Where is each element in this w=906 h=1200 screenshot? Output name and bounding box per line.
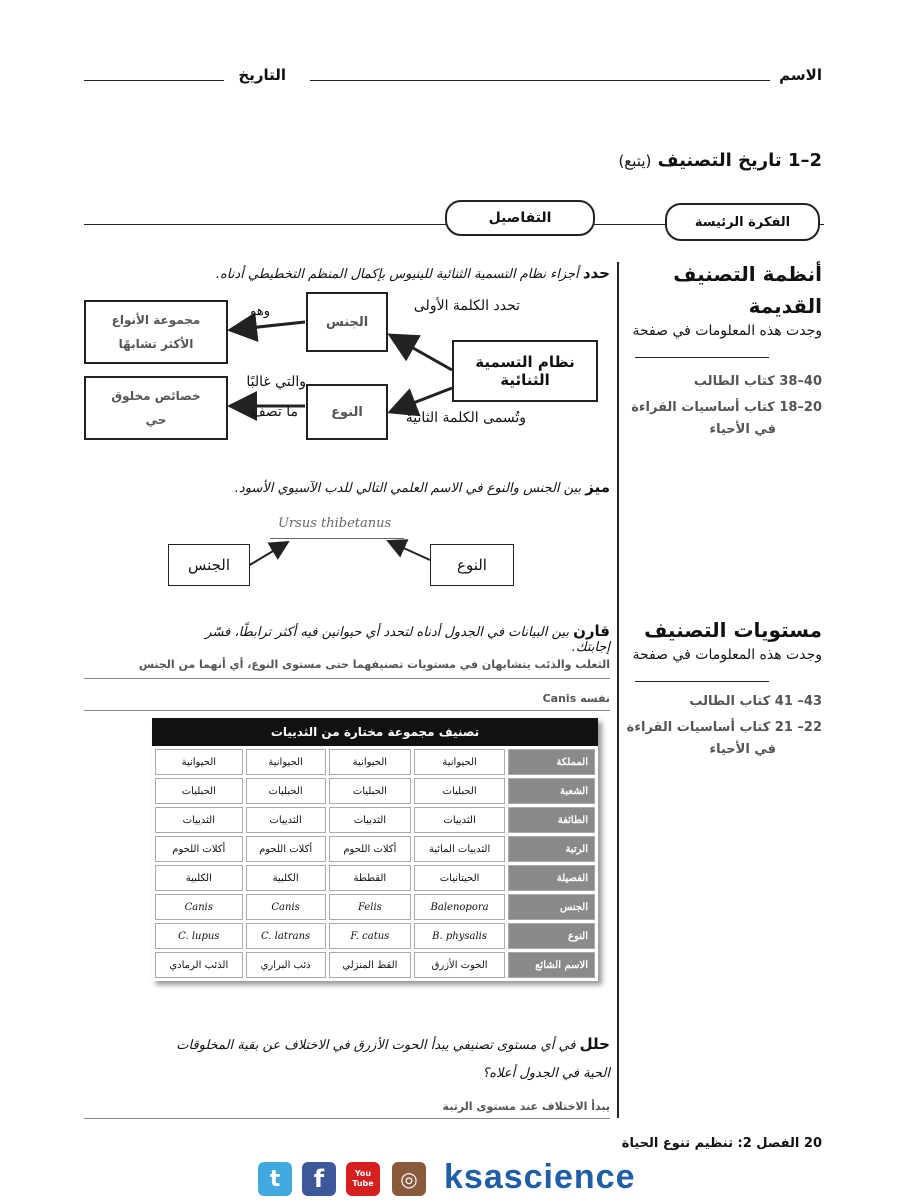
table-cell: الحيوانية (414, 749, 505, 775)
q1-text: أجزاء نظام التسمية الثنائية للينيوس بإكمال المنظم التخطيطي أدناه. (215, 267, 579, 282)
table-cell: C. latrans (246, 923, 326, 949)
q3-prompt (170, 622, 610, 655)
diagram-often: والتي غالبًا (246, 374, 306, 390)
topic2-title: مستويات التصنيف (644, 618, 822, 642)
topic1-ref2-line2: في الأحياء (709, 422, 776, 437)
q4-answer-rule (84, 1118, 610, 1119)
table-cell: الحبليات (155, 778, 243, 804)
q3-text: بين البيانات في الجدول أدناه لتحدد أي حيوانين فيه أكثر ترابطًا، فسّر إجابتك. (205, 625, 610, 655)
topic1-title-line1: أنظمة التصنيف (673, 262, 822, 286)
table-row (155, 749, 595, 775)
facebook-icon[interactable]: f (302, 1162, 336, 1196)
table-row-header: الفصيلة (508, 865, 595, 891)
diagram-group-line1: مجموعة الأنواع (111, 313, 201, 327)
table-row (155, 894, 595, 920)
table-cell: الكلبية (155, 865, 243, 891)
table-cell: الحبليات (246, 778, 326, 804)
table-cell: الحوت الأزرق (414, 952, 505, 978)
q1-verb: حدد (582, 264, 610, 282)
twitter-icon[interactable]: t (258, 1162, 292, 1196)
table-row (155, 923, 595, 949)
table-cell: Felis (329, 894, 412, 920)
footer-page-info (622, 1136, 822, 1151)
name-label: الاسم (779, 66, 822, 84)
table-cell: الثدييات (246, 807, 326, 833)
q2-verb: ميز (585, 478, 610, 496)
table-cell: Balenopora (414, 894, 505, 920)
topic1-found-info: وجدت هذه المعلومات في صفحة (632, 323, 822, 339)
table-cell: أكلات اللحوم (329, 836, 412, 862)
footer-chapter: الفصل 2: تنظيم تنوع الحياة (621, 1136, 800, 1151)
topic1-title-line2: القديمة (748, 294, 822, 318)
table-row (155, 865, 595, 891)
q3-answer-rule1 (84, 678, 610, 679)
table-row-header: الطائفة (508, 807, 595, 833)
table-cell: ذئب البراري (246, 952, 326, 978)
table-cell: القططة (329, 865, 412, 891)
table-cell: الحيوانية (155, 749, 243, 775)
topic2-ref2-line1: 22– 21 كتاب أساسيات القراءة (626, 720, 822, 735)
q4-text-line1: في أي مستوى تصنيفي يبدأ الحوت الأزرق في الاختلاف عن بقية المخلوقات (176, 1038, 576, 1053)
table-row (155, 836, 595, 862)
table-row (155, 778, 595, 804)
q3-answer-rule2 (84, 710, 610, 711)
youtube-icon[interactable]: You Tube (346, 1162, 380, 1196)
table-cell: القط المنزلي (329, 952, 412, 978)
q3-verb: قارن (573, 622, 610, 640)
table-grid (152, 746, 598, 981)
table-row-header: الجنس (508, 894, 595, 920)
topic1-ref2-line1: 20–18 كتاب أساسيات القراءة (631, 400, 822, 415)
table-cell: الحيوانية (329, 749, 412, 775)
topic2-ref1: 43– 41 كتاب الطالب (689, 694, 822, 709)
table-cell: الثدييات (155, 807, 243, 833)
table-row (155, 952, 595, 978)
table-cell: الثدييات (329, 807, 412, 833)
diagram-group-line2: الأكثر تشابهًا (118, 337, 194, 351)
table-row (155, 807, 595, 833)
table-cell: الثدييات (414, 807, 505, 833)
table-cell: الحيتانيات (414, 865, 505, 891)
table-cell: الثدييات المائية (414, 836, 505, 862)
q3-answer-line1: الثعلب والذئب يتشابهان في مستويات تصنيفهما حتى مستوى النوع، أي أنهما من الجنس (138, 658, 610, 671)
q3-answer-line2: نفسه Canis (542, 692, 610, 705)
diagram-describes: ما تصف (251, 404, 298, 420)
topic2-found-info: وجدت هذه المعلومات في صفحة (632, 647, 822, 663)
table-row-header: الرتبة (508, 836, 595, 862)
instagram-icon[interactable]: ◎ (392, 1162, 426, 1196)
classification-table (152, 718, 598, 981)
details-label: التفاصيل (488, 210, 552, 226)
topic2-ref2-line2: في الأحياء (709, 742, 776, 757)
table-cell: Canis (155, 894, 243, 920)
sci-name: Ursus thibetanus (278, 516, 392, 531)
q4-answer: يبدأ الاختلاف عند مستوى الرتبة (442, 1100, 610, 1113)
table-cell: الكلبية (246, 865, 326, 891)
main-idea-label: الفكرة الرئيسة (694, 214, 791, 230)
diagram-genus-box: الجنس (306, 292, 388, 352)
q4-text-line2: الحية في الجدول أعلاه؟ (482, 1066, 610, 1081)
table-cell: Canis (246, 894, 326, 920)
table-cell: أكلات اللحوم (246, 836, 326, 862)
table-cell: الحبليات (414, 778, 505, 804)
footer-page-number: 20 (803, 1136, 822, 1151)
table-cell: C. lupus (155, 923, 243, 949)
q4-line1 (90, 1030, 610, 1060)
q2-species-box: النوع (430, 544, 514, 586)
date-label: التاريخ (238, 66, 286, 84)
q2-genus-box: الجنس (168, 544, 250, 586)
diagram-trait-line2: حي (145, 413, 167, 427)
q4-prompt (90, 1030, 610, 1088)
table-title: تصنيف مجموعة مختارة من الثدييات (152, 718, 598, 746)
arrow-species-part (388, 541, 430, 560)
q4-verb: حلل (579, 1035, 610, 1053)
table-cell: أكلات اللحوم (155, 836, 243, 862)
table-row-header: النوع (508, 923, 595, 949)
q2-text: بين الجنس والنوع في الاسم العلمي التالي للدب الآسيوي الأسود. (234, 481, 582, 496)
diagram-first-word: تحدد الكلمة الأولى (413, 298, 520, 314)
topic1-ref1: 40–38 كتاب الطالب (693, 374, 822, 389)
table-cell: الذئب الرمادي (155, 952, 243, 978)
table-cell: F. catus (329, 923, 412, 949)
table-cell: الحيوانية (246, 749, 326, 775)
table-cell: B. physalis (414, 923, 505, 949)
diagram-and-is: وهو (250, 304, 270, 319)
brand-logo[interactable]: ksascience (444, 1158, 636, 1196)
section-title-suffix: (يتبع) (618, 152, 652, 170)
diagram-trait-line1: خصائص مخلوق (111, 389, 201, 403)
table-row-header: الشعبة (508, 778, 595, 804)
section-title-text: 2–1 تاريخ التصنيف (657, 150, 822, 171)
diagram-second-word: وتُسمى الكلمة الثانية (405, 410, 526, 426)
table-row-header: المملكة (508, 749, 595, 775)
arrow-genus-part (248, 542, 288, 566)
diagram-species-box: النوع (306, 384, 388, 440)
table-cell: الحبليات (329, 778, 412, 804)
diagram-center-box: نظام التسمية الثنائية (452, 340, 598, 402)
table-row-header: الاسم الشائع (508, 952, 595, 978)
